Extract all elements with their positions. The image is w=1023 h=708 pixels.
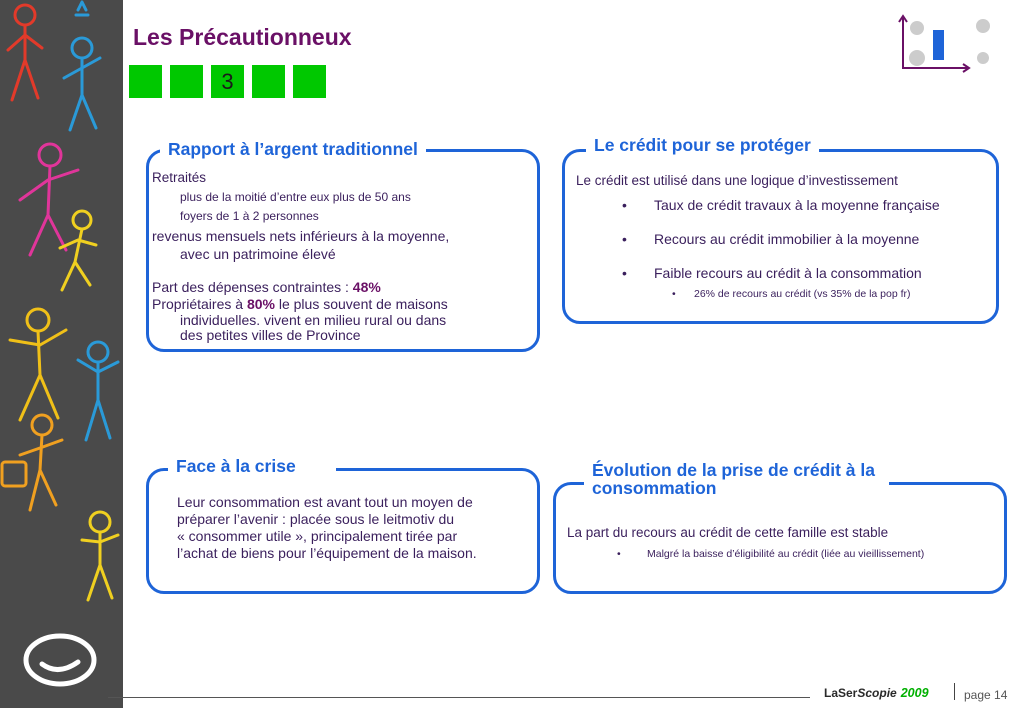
list-item: Faible recours au crédit à la consommation	[654, 265, 922, 281]
square-5	[293, 65, 326, 98]
decorative-strip	[0, 0, 123, 708]
text-line: individuelles. vivent en milieu rural ou dans	[180, 312, 447, 328]
list-item: Recours au crédit immobilier à la moyenne	[654, 231, 920, 247]
bullet-dot: •	[622, 265, 627, 281]
chart-scatter-icon	[895, 14, 1000, 76]
list-item: Taux de crédit travaux à la moyenne française	[654, 197, 940, 213]
footer-brand	[824, 686, 929, 700]
text-line	[152, 279, 381, 295]
footer-separator	[954, 683, 955, 700]
text-line	[152, 296, 448, 312]
text-line: revenus mensuels nets inférieurs à la moyenne,	[152, 228, 450, 244]
text-line: plus de la moitié d’entre eux plus de 50 ans	[180, 190, 411, 204]
text-line: Retraités	[152, 170, 207, 185]
highlight-value: 80%	[246, 296, 275, 312]
page-title: Les Précautionneux	[133, 24, 352, 50]
brand-year: 2009	[900, 686, 929, 700]
title-line: Évolution de la prise de crédit à la	[592, 460, 875, 480]
square-4	[252, 65, 285, 98]
footer-divider	[108, 697, 810, 698]
stick-figures-illustration	[0, 0, 123, 708]
list-subitem: Malgré la baisse d’éligibilité au crédit (liée au vieillissement)	[647, 548, 925, 560]
text-line: avec un patrimoine élevé	[180, 246, 336, 262]
text-line: foyers de 1 à 2 personnes	[180, 209, 319, 223]
progress-squares	[129, 65, 326, 98]
box-crisis-title: Face à la crise	[168, 457, 336, 475]
text-line: préparer l’avenir : placée sous le leitmotiv du	[177, 511, 455, 527]
text-line: La part du recours au crédit de cette famille est stable	[567, 525, 889, 540]
bullet-dot: •	[672, 288, 676, 300]
box-consumer-credit-title	[584, 461, 889, 498]
square-2	[170, 65, 203, 98]
text-line: Le crédit est utilisé dans une logique d’investissement	[576, 173, 898, 188]
box-credit-protection-title: Le crédit pour se protéger	[586, 136, 819, 154]
bullet-dot: •	[617, 548, 621, 560]
square-1	[129, 65, 162, 98]
brand-part: Scopie	[857, 686, 897, 700]
list-subitem: 26% de recours au crédit (vs 35% de la pop fr)	[694, 288, 911, 300]
highlight-value: 48%	[352, 279, 381, 295]
bullet-dot: •	[622, 197, 627, 213]
text-line: l’achat de biens pour l’équipement de la maison.	[177, 545, 477, 561]
title-line: consommation	[592, 478, 717, 499]
text-part: Propriétaires à	[152, 296, 247, 312]
text-part: Part des dépenses contraintes :	[152, 279, 353, 295]
bullet-dot: •	[622, 231, 627, 247]
square-3: 3	[211, 65, 244, 98]
text-part: le plus souvent de maisons	[274, 296, 448, 312]
page-number: page 14	[964, 688, 1008, 702]
text-line: « consommer utile », principalement tirée par	[177, 528, 458, 544]
text-line: Leur consommation est avant tout un moyen de	[177, 494, 473, 510]
text-line: des petites villes de Province	[180, 327, 361, 343]
brand-part: LaSer	[824, 686, 858, 700]
box-traditional-money-title: Rapport à l’argent traditionnel	[160, 140, 426, 158]
